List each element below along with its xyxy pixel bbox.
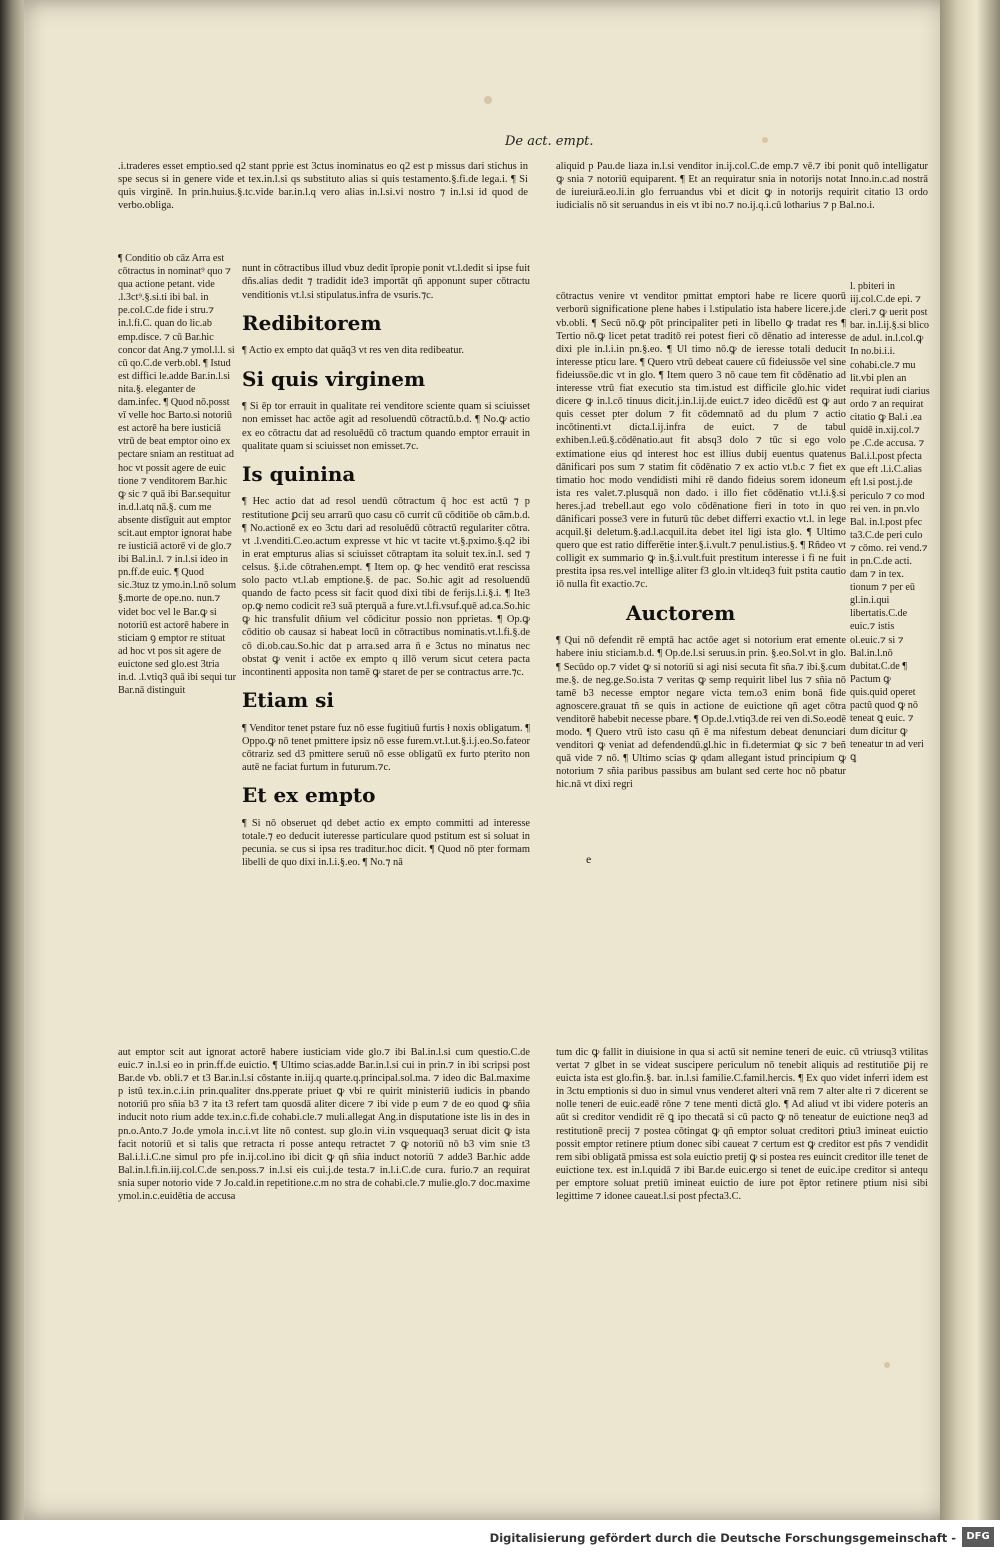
text-si-quis-virginem: ¶ Si ēp tor errauit in qualitate rei venditore sciente quam si sciuisset non emisset hac actōe agit ad resoluendū cōtractū.b.d. ¶ No.ꝙ actio ex eo cōtractu dat ad resoluēdū cō tractum quando emptor errauit in qualitate quam si sciuisset non emisset.⁊c. — [242, 401, 530, 452]
left-main-text: nunt in cōtractibus illud vbuz dedit īpropie ponit vt.l.dedit si ipse fuit dñs.alias dedit ⁊ tradidit ide3 importāt qñ apponunt super cōtractu venditionis vt.l.si stipulatus.infra de vsuris.⁊c. — [242, 263, 530, 301]
text-redibitorem: ¶ Actio ex empto dat quāq3 vt res ven dita redibeatur. — [242, 345, 464, 357]
left-column-top — [118, 160, 528, 212]
paper-stain — [762, 137, 768, 143]
left-top-text: .i.traderes esset emptio.sed q2 stant pprie est 3ctus inominatus eo q2 est p missus dari stichus in spe secus si in genere vide et tex.in.l.si qs substituto alias si quis testamento.§.fi.de lega.i. ¶ Si quis virginē. In prin.huius.§.tc.vide bar.in.l.q vero alias in.l.si.vi nostro ⁊ in.l.si id quod de verbo.obliga. — [118, 161, 528, 212]
left-gloss-column: ¶ Conditio ob cāz Arra est cōtractus in nominat⁹ quo ⁊ qua actione petant. vide .l.3ct⁹.§.si.ti ibi bal. in pe.col.C.de fide i stru.⁊ in.l.fi.C. quan do lic.ab emp.disce. ⁊ cū Bar.hic concor dat Ang.⁊ ymol.l.l. si cū qo.C.de verb.obl. ¶ Istud est diffici le.adde Bar.in.l.si nita.§. eleganter de dam.infec. ¶ Quod nō.posst vī velle hoc Barto.si notoriū est actorē ha bere iusticiā vtrū de beat emptor oino ex pectare sniam an restituat ad hoc vt possit agere de euic tione ⁊ venditorem Bar.hic ꝙ sic ⁊ quā ibi Bar.sequitur in.d.l.atq nā.§. cum me absente distīguit aut emptor scit.aut emptor ignorat habe re iusticiā actorē vi de glo.⁊ ibi Bal.in.l. ⁊ in.l.si ideo in pn.ff.de euic. ¶ Quod sic.3tuz tz ymo.in.l.nō solum §.morte de ope.no. nun.⁊ videt boc vel le Bar.ꝙ si notoriū est actorē habere in sticiam ꝯ emptor re stituat ad hoc vt pos sit agere de euictone sed glo.est 3tria in.d. .l.vtiq3 quā ibi sequi tur Bar.nā distinguit — [118, 253, 236, 697]
right-top-text: aliquid p Pau.de liaza in.l.si venditor in.ij.col.C.de emp.⁊ vē.⁊ ibi ponit quō intelligatur ꝙ snia ⁊ notoriū equiparent. ¶ Et an requiratur snia in notorijs notat Inno.in.c.ad nostrā de iureiurā.eo.li.in glo ferruandus vbi et dicit ꝙ in notorijs requirit citatio l3 ordo iudicialis nō sit seruandus in eis vt ibi no.⁊ no.ij.q.i.cū lotharius ⁊ p Bal.no.i. — [556, 161, 928, 212]
paper-stain — [484, 96, 492, 104]
page-right-edge — [940, 0, 1000, 1520]
left-bottom-text: aut emptor scit aut ignorat actorē habere iusticiam vide glo.⁊ ibi Bal.in.l.si cum questio.C.de euic.⁊ in.l.si eo in prin.ff.de euictio. ¶ Ultimo scias.adde Bar.in.l.si cui in prin.⁊ in ibi scripsi post Bar.de vb. obli.⁊ et t3 Bar.in.l.si cōstante in.iij.q quarte.q.principal.sol.ma. ⁊ ideo dic Bal.maxime p istū tex.in.c.i.in prin.qualiter dns.pperate priuet ꝙ vbi re quirit ministeriū iudicis in pbando notoriū pro sñia b3 ⁊ ita t3 refert tam quosdā aliter dicere ⁊ ibi vide p eum ⁊ de eo quod ꝙ sñia inducit noto rium adde tex.in.c.fi.de cohabi.cle.⁊ muli.allegat Ang.in disputatione iste lis in des in pn.o.Anto.⁊ Jo.de ymola in.c.i.vt lite nō contest. sup glo.in vi.in vsquequaq3 seruat dicit ꝙ ista facit notoriū et si talis que retracta ri posse antequ retractet ⁊ ꝙ notoriū nō b3 vim snie t3 Bal.i.l.i.C.ne simul pro pfe in.ij.col.ino ibi dicit ꝙ qñ sñia induct notoriū ⁊ adde3 Bar.hic adde Bal.in.l.fi.in.iij.col.C.de sen.poss.⁊ in.l.si eis cui.j.de testa.⁊ in.l.i.C.de cura. furio.⁊ an requirat snia super notorio vide ⁊ Jo.cald.in repetitione.c.m no stra de cohabi.cle.⁊ mulie.glo.⁊ doc.maxime ymol.in.c.euidētia de accusa — [118, 1047, 530, 1203]
text-et-ex-empto: ¶ Si nō obseruet qd debet actio ex empto committi ad interesse totale.⁊ eo deducit iuteresse particulare quod pstitum est si soluat in pecunia. se cus si ipsa res traditur.hoc dicit. ¶ Quod nō pter formam libelli de quo dixi in.l.i.§.eo. ¶ No.⁊ nā — [242, 817, 530, 869]
right-main-column — [556, 280, 846, 802]
left-main-column — [242, 252, 530, 880]
footer-credit: Digitalisierung gefördert durch die Deutsche Forschungsgemeinschaft - — [489, 1531, 956, 1545]
section-marker: e — [586, 852, 592, 866]
dfg-logo: DFG — [962, 1527, 994, 1547]
right-main-text: cōtractus venire vt venditor pmittat emptori habe re licere quorū verborū significatione plene habes i l.stipulatio ista habere licere.j.de vb.obli. ¶ Secū nō.ꝙ pōt principaliter peti in libello ꝙ tradat res ¶ Tertio nō.ꝙ licet petat traditō rei potest fieri cō dēnatio ad interesse dixi ple in.l.i.in pn.§.eo. ¶ Ul timo nō.ꝙ de ieresse totali deducit interesse pticu lare. ¶ Quero vtrū debeat cauere cū fideiussōe vel sine fideiussōe.dic vt in glo. ¶ Item quero 3 nō caue tem fit cōdēnatio ad interesse vtrū fiat executio sta tim.istud est difficile glo.hic videt dicere ꝙ in.l.cō tinuus dicit.j.in.l.ij.de euict.⁊ ideo dicēdū est ꝙ aut quis cesset pter dolum ⁊ fit cōdemnatō ad du plum ⁊ actio incōtinenti.vt dicta.l.ij.infra de euict. ⁊ de tabul exhiben.l.eū.§.cōdēnatio.aut fit absq3 dolo ⁊ tūc si ego volo extimatione eius qd interest hoc est illius dubij euentus quatenus dānificari pos sum ⁊ statim fit cōdēnatio ⁊ ex actio vt.b.c ⁊ fiet ex timatio hoc modo vendidisti mihi rē dando fideius sorem idoneum ista res valet.⁊.plusquā non dado. i illo fiet cōdēnatio vt.l.i.§.si heres.j.ad trebell.aut ego volo cōdēnatione fieri in toto in quo dānificari posse3 vere in futurū tūc debet differri exactio vt.l. in lege acquil.§i deletum.§.ad.l.acquil.ita debet itel ligi ista glo. ¶ Ultimo quero que est ratio differētie inter.§.i.vult.⁊ penul.istius.§. ¶ Rñdeo vt colligit ex summario ꝙ in.§.i.vult.fuit prestitum interesse i fi ne fuit prestita ipsa res.vel intellige aliter f3 glo.in vlt.ideq3 fuit pstita cautio iō nulla fit exactio.⁊c. — [556, 291, 846, 591]
right-gloss-column: l. pbiteri in iij.col.C.de epi. ⁊ cleri.⁊ ꝙ uerit post bar. in.l.ij.§.si blico de adul. in.l.col.ꝙ In no.bi.i.i. cohabi.cle.⁊ mu lit.vbi plen an requirat iudi ciarius ordo ⁊ an requirat citatio ꝙ Bal.i .ea quidē in.xij.col.⁊ pe .C.de accusa. ⁊ Bal.i.l.post pfecta que eft .l.i.C.alias eft l.si post.j.de periculo ⁊ co mod rei ven. in pn.vlo Bal. in.l.post pfec ta3.C.de peri culo ⁊ cōmo. rei vend.⁊ in pn.C.de acti. dam ⁊ in tex. tionum ⁊ per eū gl.in.i.qui libertatis.C.de euic.⁊ istis ol.euic.⁊ si ⁊ Bal.in.l.nō dubitat.C.de ¶ Pactum ꝙ quis.quid operet pactū quod ꝙ nō teneat ꝗ euic. ⁊ dum dicitur ꝙ teneatur tn ad veri ꝗ — [850, 281, 930, 764]
lemma-auctorem: Auctorem — [626, 600, 736, 625]
lemma-si-quis-virginem: Si quis virginem — [242, 366, 426, 391]
right-bottom-text: tum dic ꝙ fallit in diuisione in qua si actū sit nemine teneri de euic. cū vtriusq3 vtilitas vertat ⁊ glbet in se videat suscipere periculum nō tenebit aliquis ad restitutiōe ꝑij re euicta ista est glo.fin.§. bar. in.l.si familie.C.famil.hercis. ¶ Ex quo videt inferri idem est in 3ctu emptionis si duo in simul vnus venderet alteri vnā rem ⁊ alter alte ri ⁊ dicerent se nolle teneri de euic.eadē rōne ⁊ tene menti dictā glo. ¶ Ad aliud vt ibi videre poteris an aūt si creditor vendidit rē ꝗ ipo thecatā si cū pacto ꝙ nō teneatur de euictione neq3 ad restitutionē precij ⁊ postea cōtingat ꝙ qñ emptor soluat creditori ꝑtiu3 imineat euictio possit emptor retinere ptium donec sibi caueat ⁊ certum est ꝙ creditor est pñs ⁊ vendidit rem sibi obligatā pmissa est sola euictio pretij ꝙ si postea res euincit creditor ille tenet de euictione tex. est in.l.quidā ⁊ ibi Bar.de euic.ergo si tenet de euic.ipe creditor si antequ per emptore soluat pretiū imineat euictio de iure pot ēptor retinere ptium nisi sibi legittime ⁊ idonee caueat.l.si post pfecta3.C. — [556, 1047, 928, 1203]
text-etiam-si: ¶ Venditor tenet pstare fuz nō esse fugitiuū furtis ł noxis obligatum. ¶ Oppo.ꝙ nō tenet pmittere ipsiz nō esse furem.vt.l.ut.§.i.j.eo.So.fateor cōtrariz sed d3 pmittere seruū nō esse obligatū ex furto pterito non autē ne faciat furtum in futurum.⁊c. — [242, 722, 530, 773]
text-auctorem: ¶ Qui nō defendit rē emptā hac actōe aget si notorium erat emente habere iniu sticiam.b.d. ¶ Op.de.l.si seruus.in prin. §.eo.Sol.vt in glo. ¶ Secūdo op.⁊ videt ꝙ si notoriū si agi nisi secuta fit sña.⁊ ibi.§.cum me.§. de neg.ge.So.ista ⁊ veritas ꝙ semp requirit libel lus ⁊ sñia nō tamē b3 necesse emptor negare victa tem.o3 enim bonā fide agnoscere.grauat tñ se quis in actione de euictione qñ aget cōtra venditorē habebit necesse pbare. ¶ Op.de.l.vtiq3.de rei ven di.So.eodē modo. ¶ Quero vtrū isto casu qñ ē ma nifestum debeat denunciari venditori ꝙ veniat ad defendendū.gl.hic in fi.determiat ꝙ sic ⁊ beñ quā vide ⁊ nō. ¶ Ultimo scias ꝙ qdam allegant istud principium ꝙ notorium ⁊ sñia paribus passibus am bulant sed certe hoc nō pbatur hic.nā vt dixi regri — [556, 635, 846, 791]
lemma-etiam-si: Etiam si — [242, 688, 335, 713]
text-is-quinina: ¶ Hec actio dat ad resol uendū cōtractum q̄ hoc est actū ⁊ p restitutione ꝑcij seu arrarū quo casu cō currit cū cōditiōe ob cām.b.d. ¶ No.actionē ex eo 3ctu dari ad resoluēdū cōtractū regulariter cōtra. vt .l.venditi.C.eo.actum expresse vt hic vt tacite vt.§.pximo.§.q2 ibi in erat empturus alias si sciuisset cōtraptam ita soluit tex.in.l. sed ⁊ celsus. §.i.de cōtrahen.empt. ¶ Item op. ꝙ hec venditō erat rescissa solo pacto vt.l.ab emptione.§. de pac. So.hic agit ad resoluendū quando de facto pcess sit facit quod dixi tibi de ferijs.l.i.§.i. ¶ Ite3 op.ꝙ nemo codicit re3 suā pterquā a fure.vt.l.fi.vsuf.quē ad.ca.So.hic ꝙ hic transfulit dñium vel cōdicitur possio non pprietas. ¶ Op.ꝙ cōditio ob causaz si habeat locū in cōtractibus nominatis.vt.l.fi.§.de cō di.ob.cau.So.hic dat p arra.sed arra n̄ e 3ctus no minatus nec obstat ꝙ venit i actōe ex empto q illō verum sicut cetera pacta incontinenti apposita non tamē ꝙ staret de per se contractus arre.⁊c. — [242, 496, 530, 678]
lemma-et-ex-empto: Et ex empto — [242, 783, 376, 808]
paper-stain — [884, 1362, 890, 1368]
running-head: De act. empt. — [505, 134, 594, 149]
lemma-redibitorem: Redibitorem — [242, 311, 382, 336]
lemma-is-quinina: Is quinina — [242, 462, 356, 487]
